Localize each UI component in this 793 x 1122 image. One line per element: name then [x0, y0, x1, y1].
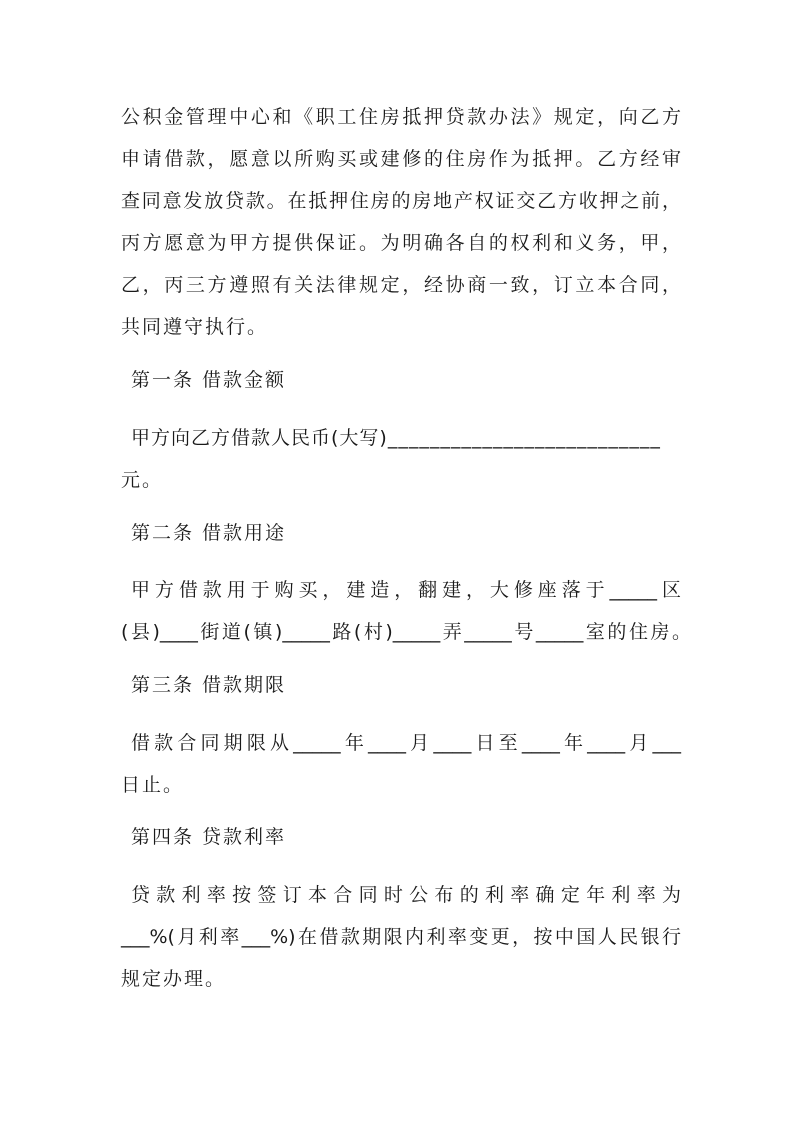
article-body-line: 日止。 — [121, 774, 185, 796]
article-heading: 第四条 贷款利率 — [131, 826, 287, 848]
article-body-line: 借款合同期限从_____年____月____日至____年____月___ — [131, 732, 681, 754]
article-body-line: ___%(月利率___%)在借款期限内利率变更，按中国人民银行 — [121, 926, 681, 948]
paragraph-line: 申请借款，愿意以所购买或建修的住房作为抵押。乙方经审 — [121, 148, 681, 170]
article-heading: 第一条 借款金额 — [131, 369, 287, 391]
paragraph-line: 查同意发放贷款。在抵押住房的房地产权证交乙方收押之前， — [121, 190, 681, 212]
article-body-line: 元。 — [121, 469, 164, 491]
paragraph-line: 丙方愿意为甲方提供保证。为明确各自的权利和义务，甲， — [121, 232, 681, 254]
article-body-line: 甲方借款用于购买，建造，翻建，大修座落于_____区 — [131, 579, 681, 601]
article-body-line: 规定办理。 — [121, 968, 227, 990]
article-heading: 第二条 借款用途 — [131, 522, 287, 544]
article-body-line: (县)____街道(镇)_____路(村)_____弄_____号_____室的住房。 — [121, 621, 691, 643]
paragraph-line: 公积金管理中心和《职工住房抵押贷款办法》规定，向乙方 — [121, 106, 681, 128]
article-body-line: 甲方向乙方借款人民币(大写)__________________________ — [131, 427, 661, 449]
paragraph-line: 乙，丙三方遵照有关法律规定，经协商一致，订立本合同， — [121, 274, 681, 296]
article-body-line: 贷款利率按签订本合同时公布的利率确定年利率为 — [131, 884, 681, 906]
article-heading: 第三条 借款期限 — [131, 674, 287, 696]
paragraph-line: 共同遵守执行。 — [121, 316, 269, 338]
